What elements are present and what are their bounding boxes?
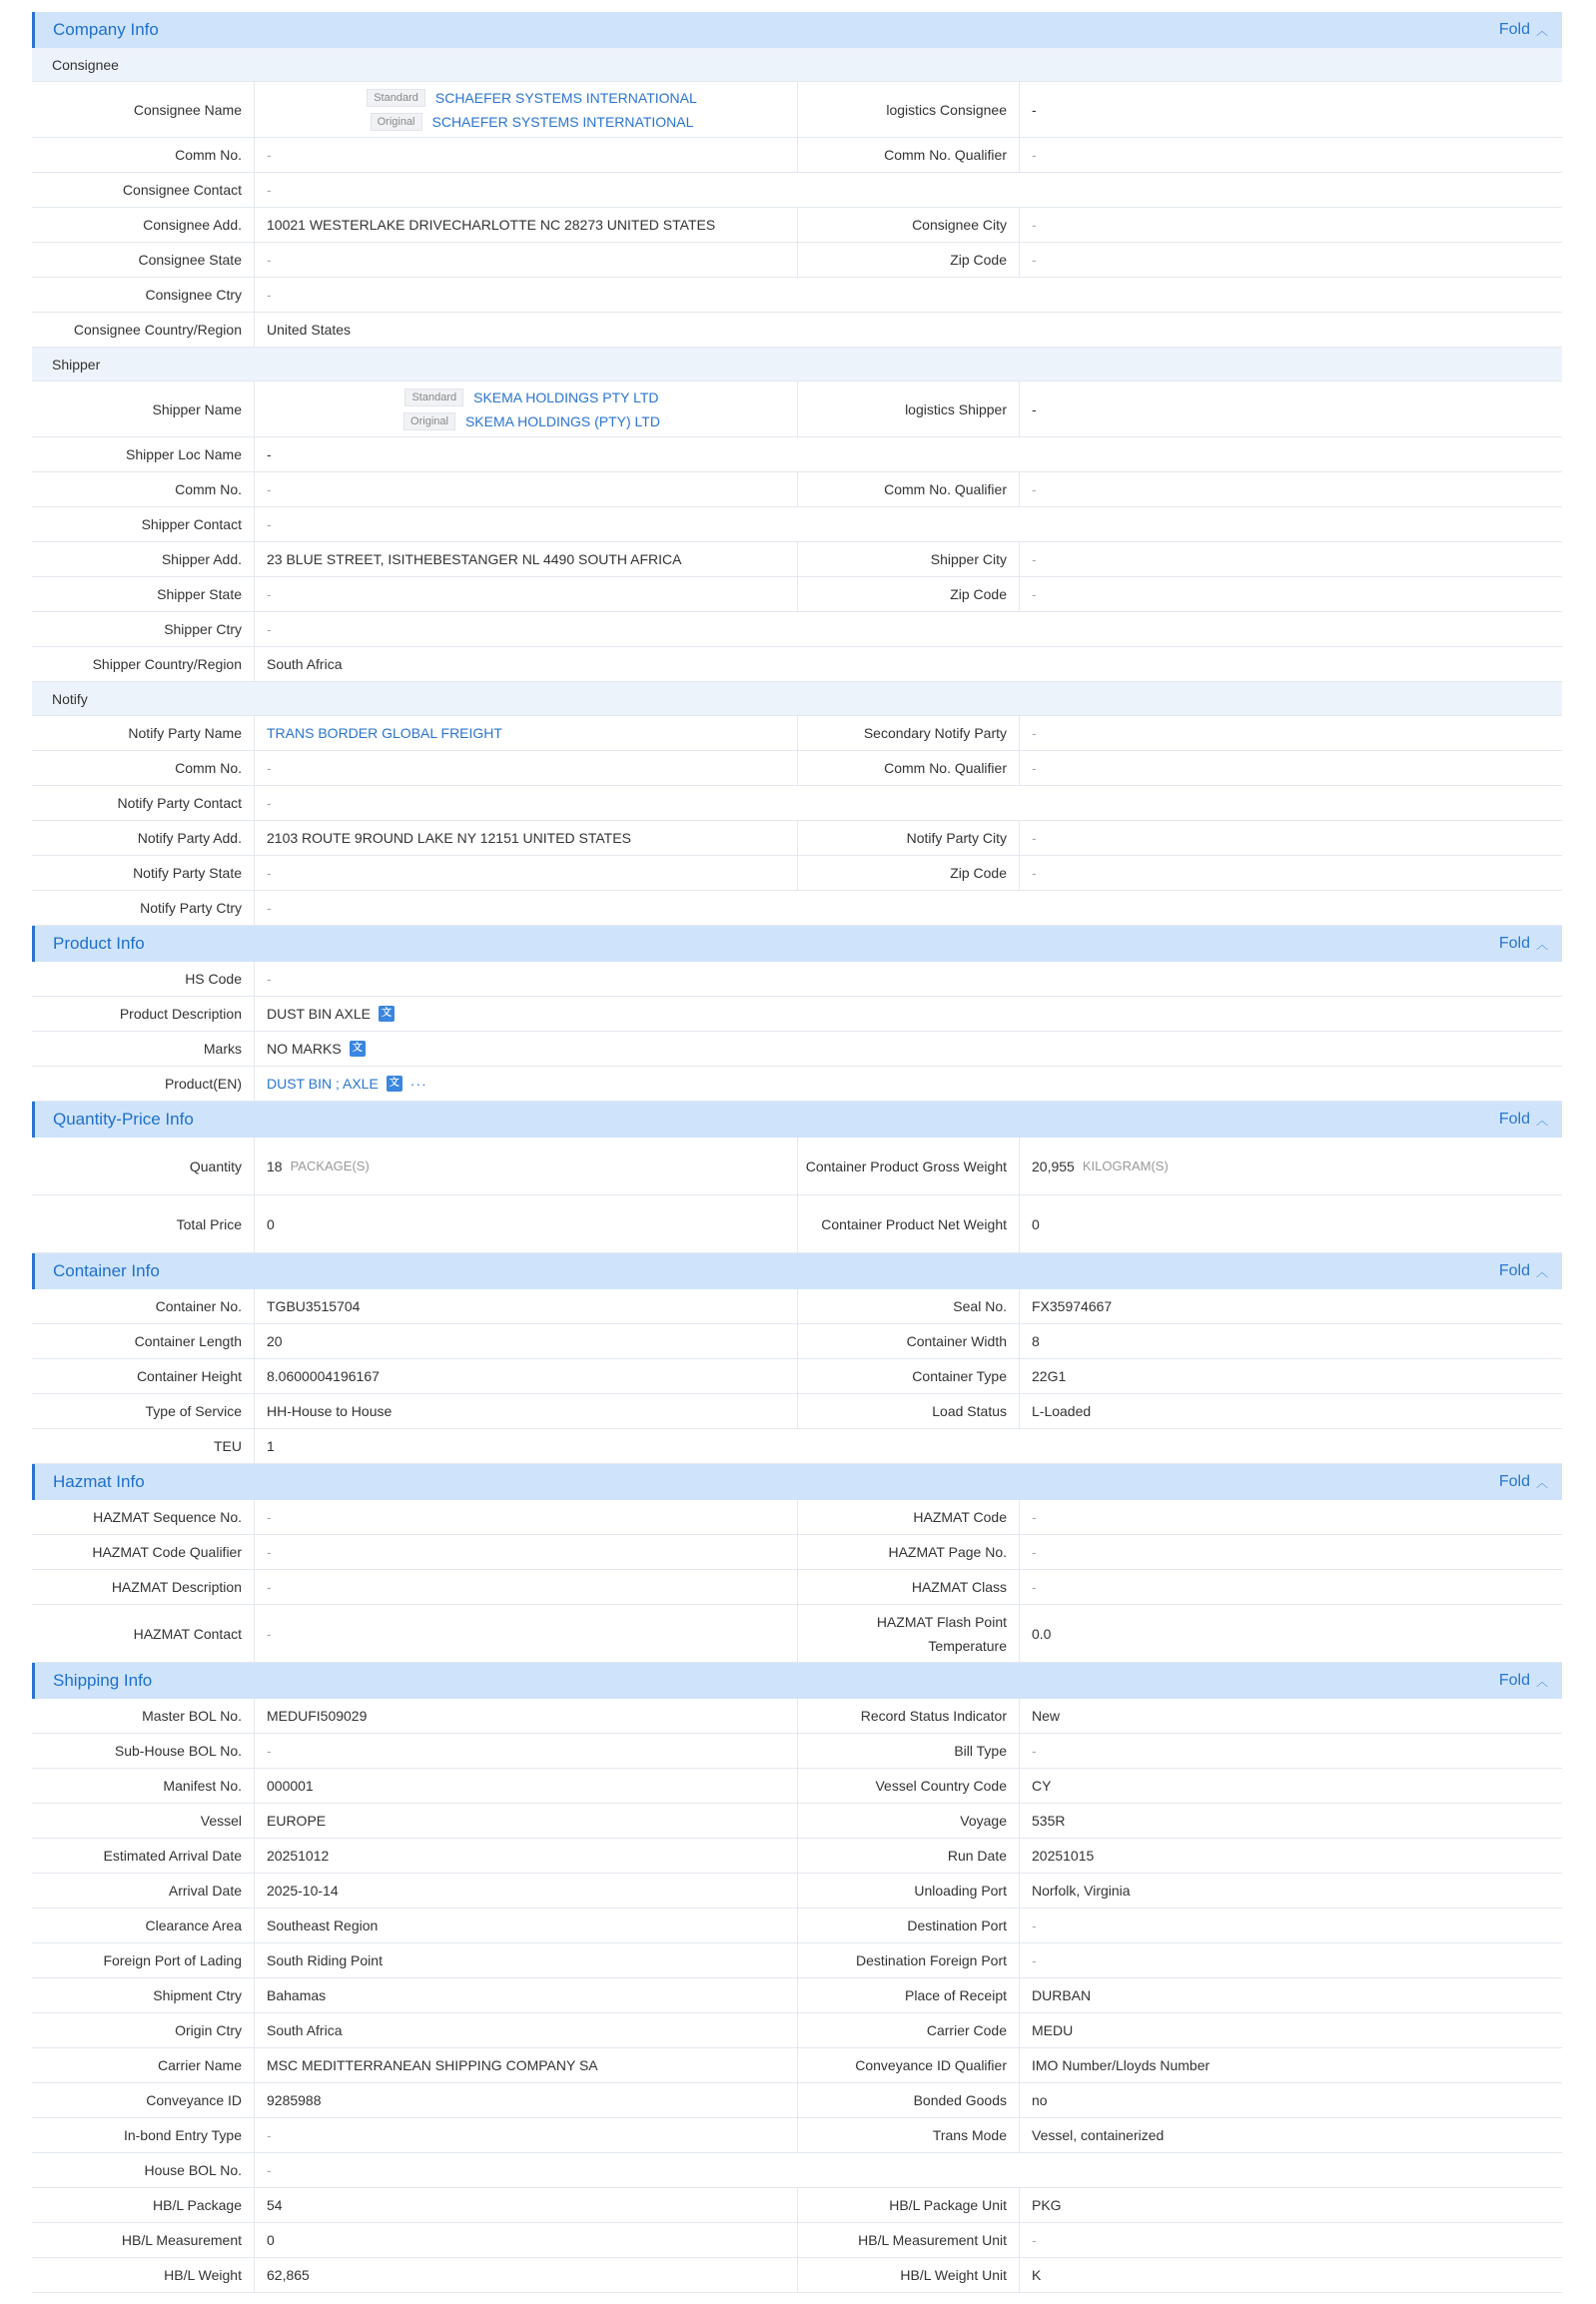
field-value: FX35974667 [1019, 1289, 1562, 1323]
field-label: HAZMAT Description [111, 1579, 242, 1595]
shipper-name-cell [254, 382, 797, 436]
field-value: - [254, 856, 797, 890]
field-value: 0 [254, 1195, 797, 1252]
table-row [32, 2118, 1562, 2153]
field-label: Destination Port [797, 1909, 1019, 1942]
field-label: Shipper City [797, 542, 1019, 576]
field-label: TEU [214, 1438, 242, 1454]
field-label: Shipper Ctry [164, 621, 242, 637]
field-value: - [1019, 856, 1562, 890]
table-row [32, 1734, 1562, 1769]
group-label: Shipper [32, 348, 1562, 382]
fold-button[interactable]: Fold ︿ [1498, 1473, 1548, 1490]
field-label: HB/L Weight [164, 2267, 242, 2283]
field-value: 18 PACKAGE(S) [254, 1138, 797, 1194]
field-value: no [1019, 2083, 1562, 2117]
table-row [32, 1699, 1562, 1734]
section-title: Product Info [53, 934, 145, 953]
section-title: Company Info [53, 20, 159, 39]
field-label: Secondary Notify Party [797, 716, 1019, 750]
table-row [32, 2048, 1562, 2083]
field-label: Container Product Gross Weight [797, 1138, 1019, 1194]
field-value: 8 [1019, 1324, 1562, 1358]
table-row [32, 1500, 1562, 1535]
company-info-header [32, 12, 1562, 48]
field-label: Consignee Ctry [145, 287, 242, 303]
chevron-up-icon: ︿ [1535, 1475, 1548, 1490]
table-row [32, 1067, 1562, 1102]
table-row [32, 542, 1562, 577]
table-row [32, 1289, 1562, 1324]
field-value: - [1019, 1943, 1562, 1977]
field-value: TGBU3515704 [254, 1289, 797, 1323]
field-value: - [1019, 577, 1562, 611]
field-value: South Riding Point [254, 1943, 797, 1977]
field-value: - [254, 1500, 797, 1534]
field-label: Vessel Country Code [797, 1769, 1019, 1803]
field-label: Shipper Name [152, 400, 242, 417]
field-value: IMO Number/Lloyds Number [1019, 2048, 1562, 2082]
field-value: - [254, 612, 1562, 646]
field-label: Type of Service [145, 1403, 242, 1419]
field-label: Consignee Country/Region [73, 322, 242, 338]
field-label: Carrier Code [797, 2013, 1019, 2047]
field-label: Container No. [155, 1298, 242, 1314]
field-value: South Africa [254, 647, 1562, 681]
field-label: Comm No. Qualifier [797, 751, 1019, 785]
field-label: Container Product Net Weight [797, 1195, 1019, 1252]
group-label: Notify [32, 682, 1562, 716]
field-value: - [1019, 821, 1562, 855]
field-label: HB/L Measurement Unit [797, 2223, 1019, 2257]
field-value: South Africa [254, 2013, 797, 2047]
table-row [32, 1874, 1562, 1909]
field-value: - [254, 577, 797, 611]
field-value: 8.0600004196167 [254, 1359, 797, 1393]
table-row [32, 382, 1562, 437]
field-value: 23 BLUE STREET, ISITHEBESTANGER NL 4490 SOUTH AFRICA [254, 542, 797, 576]
field-label: House BOL No. [144, 2162, 242, 2178]
chevron-up-icon: ︿ [1535, 23, 1548, 38]
field-value: - [1019, 243, 1562, 277]
field-value: MEDUFI509029 [254, 1699, 797, 1733]
field-value: NO MARKS 文 [254, 1032, 1562, 1066]
table-row [32, 507, 1562, 542]
field-label: HAZMAT Code Qualifier [92, 1544, 242, 1560]
group-label: Consignee [32, 48, 1562, 82]
field-value: - [1019, 1909, 1562, 1942]
field-label: Shipper Add. [161, 551, 242, 567]
fold-button[interactable]: Fold ︿ [1498, 1262, 1548, 1279]
field-label: Marks [203, 1041, 242, 1057]
table-row [32, 2188, 1562, 2223]
field-value: - [254, 1734, 797, 1768]
table-row [32, 962, 1562, 997]
field-value: New [1019, 1699, 1562, 1733]
field-label: Bill Type [797, 1734, 1019, 1768]
field-value: - [254, 507, 1562, 541]
field-value: PKG [1019, 2188, 1562, 2222]
container-info-header [32, 1253, 1562, 1289]
consignee-name-cell [254, 82, 797, 137]
field-label: Run Date [797, 1839, 1019, 1873]
table-row [32, 856, 1562, 891]
field-label: HS Code [185, 971, 242, 987]
consignee-name-original-link[interactable]: SCHAEFER SYSTEMS INTERNATIONAL [431, 113, 694, 130]
field-label: Conveyance ID [146, 2092, 242, 2108]
standard-tag: Standard [404, 388, 463, 406]
table-row [32, 2258, 1562, 2293]
field-value: 22G1 [1019, 1359, 1562, 1393]
translate-icon[interactable]: 文 [379, 1006, 395, 1022]
field-value: 0 [254, 2223, 797, 2257]
field-label: Unloading Port [797, 1874, 1019, 1908]
table-row [32, 751, 1562, 786]
table-row [32, 1359, 1562, 1394]
field-label: Zip Code [797, 856, 1019, 890]
field-value: - [254, 472, 797, 506]
field-value: CY [1019, 1769, 1562, 1803]
field-value: DUST BIN AXLE 文 [254, 997, 1562, 1031]
field-label: Shipper Country/Region [92, 656, 242, 672]
field-value: 000001 [254, 1769, 797, 1803]
field-label: Comm No. Qualifier [797, 138, 1019, 172]
field-label: Clearance Area [145, 1918, 242, 1933]
field-label: Shipper Contact [141, 516, 242, 532]
chevron-up-icon: ︿ [1535, 1264, 1548, 1279]
chevron-up-icon: ︿ [1535, 1113, 1548, 1128]
field-value: Vessel, containerized [1019, 2118, 1562, 2152]
field-label: HB/L Package [153, 2197, 242, 2213]
original-tag: Original [403, 412, 455, 430]
field-label: Notify Party Name [128, 725, 242, 741]
field-label: Origin Ctry [175, 2022, 242, 2038]
field-value: - [1019, 1535, 1562, 1569]
field-label: Container Height [136, 1368, 242, 1384]
field-value: - [254, 891, 1562, 925]
field-value: 535R [1019, 1804, 1562, 1838]
field-value: DURBAN [1019, 1978, 1562, 2012]
field-label: Record Status Indicator [797, 1699, 1019, 1733]
field-label: Notify Party Ctry [140, 900, 242, 916]
field-value: - [254, 962, 1562, 996]
shipping-info-header [32, 1663, 1562, 1699]
field-label: HB/L Weight Unit [797, 2258, 1019, 2292]
field-value: - [254, 1605, 797, 1662]
field-value: - [1019, 1500, 1562, 1534]
product-info-header [32, 926, 1562, 962]
field-value: - [1019, 2223, 1562, 2257]
field-label: Zip Code [797, 243, 1019, 277]
fold-button[interactable]: Fold ︿ [1498, 21, 1548, 38]
field-label: Shipment Ctry [153, 1987, 242, 2003]
field-value: - [254, 1570, 797, 1604]
field-value: - [1019, 1570, 1562, 1604]
table-row [32, 437, 1562, 472]
field-value: - [254, 2118, 797, 2152]
field-value: 62,865 [254, 2258, 797, 2292]
field-label: Place of Receipt [797, 1978, 1019, 2012]
field-label: Manifest No. [163, 1778, 242, 1794]
field-label: Load Status [797, 1394, 1019, 1428]
field-label: Foreign Port of Lading [103, 1952, 242, 1968]
field-label: Notify Party Contact [117, 795, 242, 811]
field-value: Norfolk, Virginia [1019, 1874, 1562, 1908]
field-label: HAZMAT Class [797, 1570, 1019, 1604]
field-value: - [1019, 1734, 1562, 1768]
table-row [32, 1429, 1562, 1464]
field-label: Estimated Arrival Date [103, 1848, 242, 1864]
table-row [32, 577, 1562, 612]
hazmat-info-header [32, 1464, 1562, 1500]
field-label: Conveyance ID Qualifier [797, 2048, 1019, 2082]
field-label: HAZMAT Contact [133, 1625, 242, 1642]
field-value: 0.0 [1019, 1605, 1562, 1662]
standard-tag: Standard [367, 89, 425, 107]
field-value: - [1019, 82, 1562, 137]
section-title: Hazmat Info [53, 1472, 145, 1491]
fold-button[interactable]: Fold ︿ [1498, 935, 1548, 952]
product-en-link[interactable]: DUST BIN ; AXLE [267, 1076, 379, 1092]
table-row [32, 1804, 1562, 1839]
field-value: - [254, 2153, 1562, 2187]
field-value: - [1019, 751, 1562, 785]
table-row [32, 1909, 1562, 1943]
field-label: Comm No. [175, 147, 242, 163]
field-value: Bahamas [254, 1978, 797, 2012]
field-label: HAZMAT Flash Point Temperature [797, 1605, 1019, 1662]
field-value: L-Loaded [1019, 1394, 1562, 1428]
field-label: Container Width [797, 1324, 1019, 1358]
field-label: Consignee State [138, 252, 242, 268]
table-row [32, 1943, 1562, 1978]
table-row [32, 612, 1562, 647]
table-row [32, 1138, 1562, 1195]
field-value: United States [254, 313, 1562, 347]
fold-button[interactable]: Fold ︿ [1498, 1672, 1548, 1689]
field-value: 2103 ROUTE 9ROUND LAKE NY 12151 UNITED STATES [254, 821, 797, 855]
section-title: Container Info [53, 1261, 160, 1280]
field-value [254, 1067, 1562, 1101]
field-label: Seal No. [797, 1289, 1019, 1323]
table-row [32, 208, 1562, 243]
shipping-table [32, 1699, 1562, 2293]
field-value: - [1019, 472, 1562, 506]
field-label: Product Description [119, 1006, 242, 1022]
chevron-up-icon: ︿ [1535, 1674, 1548, 1689]
field-label: Comm No. Qualifier [797, 472, 1019, 506]
field-label: HAZMAT Page No. [797, 1535, 1019, 1569]
more-icon[interactable]: ··· [409, 1076, 427, 1092]
field-label: Comm No. [175, 481, 242, 497]
field-label: Consignee Contact [122, 182, 242, 198]
field-label: Sub-House BOL No. [114, 1743, 242, 1759]
field-value: 20251015 [1019, 1839, 1562, 1873]
field-value: K [1019, 2258, 1562, 2292]
field-label: HB/L Package Unit [797, 2188, 1019, 2222]
quantity-price-info-header [32, 1102, 1562, 1138]
field-value: 1 [254, 1429, 1562, 1463]
field-value: - [254, 786, 1562, 820]
original-tag: Original [371, 113, 422, 131]
field-label: Comm No. [175, 760, 242, 776]
table-row [32, 2223, 1562, 2258]
translate-icon[interactable]: 文 [387, 1076, 402, 1092]
table-row [32, 647, 1562, 682]
field-label: Total Price [176, 1215, 242, 1232]
field-label: Consignee City [797, 208, 1019, 242]
field-label: Container Type [797, 1359, 1019, 1393]
field-value: - [1019, 208, 1562, 242]
table-row [32, 1032, 1562, 1067]
field-label: Vessel [200, 1813, 242, 1829]
table-row [32, 278, 1562, 313]
field-value: HH-House to House [254, 1394, 797, 1428]
field-label: Arrival Date [168, 1883, 242, 1899]
shipper-name-link[interactable]: SKEMA HOLDINGS PTY LTD [473, 388, 659, 405]
field-label: Trans Mode [797, 2118, 1019, 2152]
field-value: 2025-10-14 [254, 1874, 797, 1908]
field-value: - [254, 173, 1562, 207]
field-value: - [254, 243, 797, 277]
field-value: - [1019, 542, 1562, 576]
field-label: Shipper State [157, 586, 242, 602]
field-value: 20,955 KILOGRAM(S) [1019, 1138, 1562, 1194]
table-row [32, 2083, 1562, 2118]
table-row [32, 313, 1562, 348]
table-row [32, 1605, 1562, 1663]
field-value: Southeast Region [254, 1909, 797, 1942]
shipper-name-original-link[interactable]: SKEMA HOLDINGS (PTY) LTD [464, 412, 660, 429]
field-label: Shipper Loc Name [126, 446, 242, 462]
field-label: logistics Shipper [797, 382, 1019, 436]
field-value: - [254, 437, 1562, 471]
field-label: Bonded Goods [797, 2083, 1019, 2117]
table-row [32, 243, 1562, 278]
fold-button[interactable]: Fold ︿ [1498, 1111, 1548, 1128]
field-label: Voyage [797, 1804, 1019, 1838]
chevron-up-icon: ︿ [1535, 937, 1548, 952]
field-value: 20 [254, 1324, 797, 1358]
field-label: In-bond Entry Type [123, 2127, 242, 2143]
field-value: - [254, 138, 797, 172]
field-label: Master BOL No. [142, 1708, 242, 1724]
field-label: Notify Party State [133, 865, 242, 881]
field-label: Zip Code [797, 577, 1019, 611]
field-value: - [1019, 138, 1562, 172]
table-row [32, 891, 1562, 926]
field-value: 0 [1019, 1195, 1562, 1252]
field-value: 9285988 [254, 2083, 797, 2117]
table-row [32, 1324, 1562, 1359]
notify-party-link[interactable]: TRANS BORDER GLOBAL FREIGHT [254, 716, 797, 750]
section-title: Quantity-Price Info [53, 1110, 194, 1129]
table-row [32, 2013, 1562, 2048]
field-label: logistics Consignee [797, 82, 1019, 137]
table-row [32, 82, 1562, 138]
table-row [32, 472, 1562, 507]
table-row [32, 1978, 1562, 2013]
table-row [32, 716, 1562, 751]
table-row [32, 173, 1562, 208]
table-row [32, 997, 1562, 1032]
table-row [32, 1769, 1562, 1804]
field-value: - [254, 1535, 797, 1569]
table-row [32, 1535, 1562, 1570]
translate-icon[interactable]: 文 [350, 1041, 366, 1057]
table-row [32, 821, 1562, 856]
field-label: Quantity [189, 1157, 242, 1174]
field-label: HAZMAT Sequence No. [93, 1509, 242, 1525]
field-label: Consignee Name [133, 101, 242, 118]
field-label: Destination Foreign Port [797, 1943, 1019, 1977]
field-value: MSC MEDITTERRANEAN SHIPPING COMPANY SA [254, 2048, 797, 2082]
field-label: Carrier Name [157, 2057, 242, 2073]
field-value: 20251012 [254, 1839, 797, 1873]
field-value: MEDU [1019, 2013, 1562, 2047]
field-label: Notify Party City [797, 821, 1019, 855]
table-row [32, 786, 1562, 821]
table-row [32, 1195, 1562, 1253]
table-row [32, 1839, 1562, 1874]
table-row [32, 1570, 1562, 1605]
field-value: - [1019, 382, 1562, 436]
field-label: HB/L Measurement [121, 2232, 242, 2248]
field-label: Product(EN) [164, 1076, 242, 1092]
table-row [32, 1394, 1562, 1429]
consignee-name-link[interactable]: SCHAEFER SYSTEMS INTERNATIONAL [434, 89, 697, 106]
table-row [32, 138, 1562, 173]
table-row [32, 2153, 1562, 2188]
field-label: Notify Party Add. [137, 830, 242, 846]
field-value: EUROPE [254, 1804, 797, 1838]
field-value: - [254, 278, 1562, 312]
field-value: - [254, 751, 797, 785]
field-label: Consignee Add. [143, 217, 242, 233]
field-value: 10021 WESTERLAKE DRIVECHARLOTTE NC 28273 UNITED STATES [254, 208, 797, 242]
section-title: Shipping Info [53, 1671, 153, 1690]
field-value: 54 [254, 2188, 797, 2222]
field-label: HAZMAT Code [797, 1500, 1019, 1534]
field-label: Container Length [134, 1333, 242, 1349]
bill-of-lading-detail [32, 12, 1562, 2293]
field-value: - [1019, 716, 1562, 750]
